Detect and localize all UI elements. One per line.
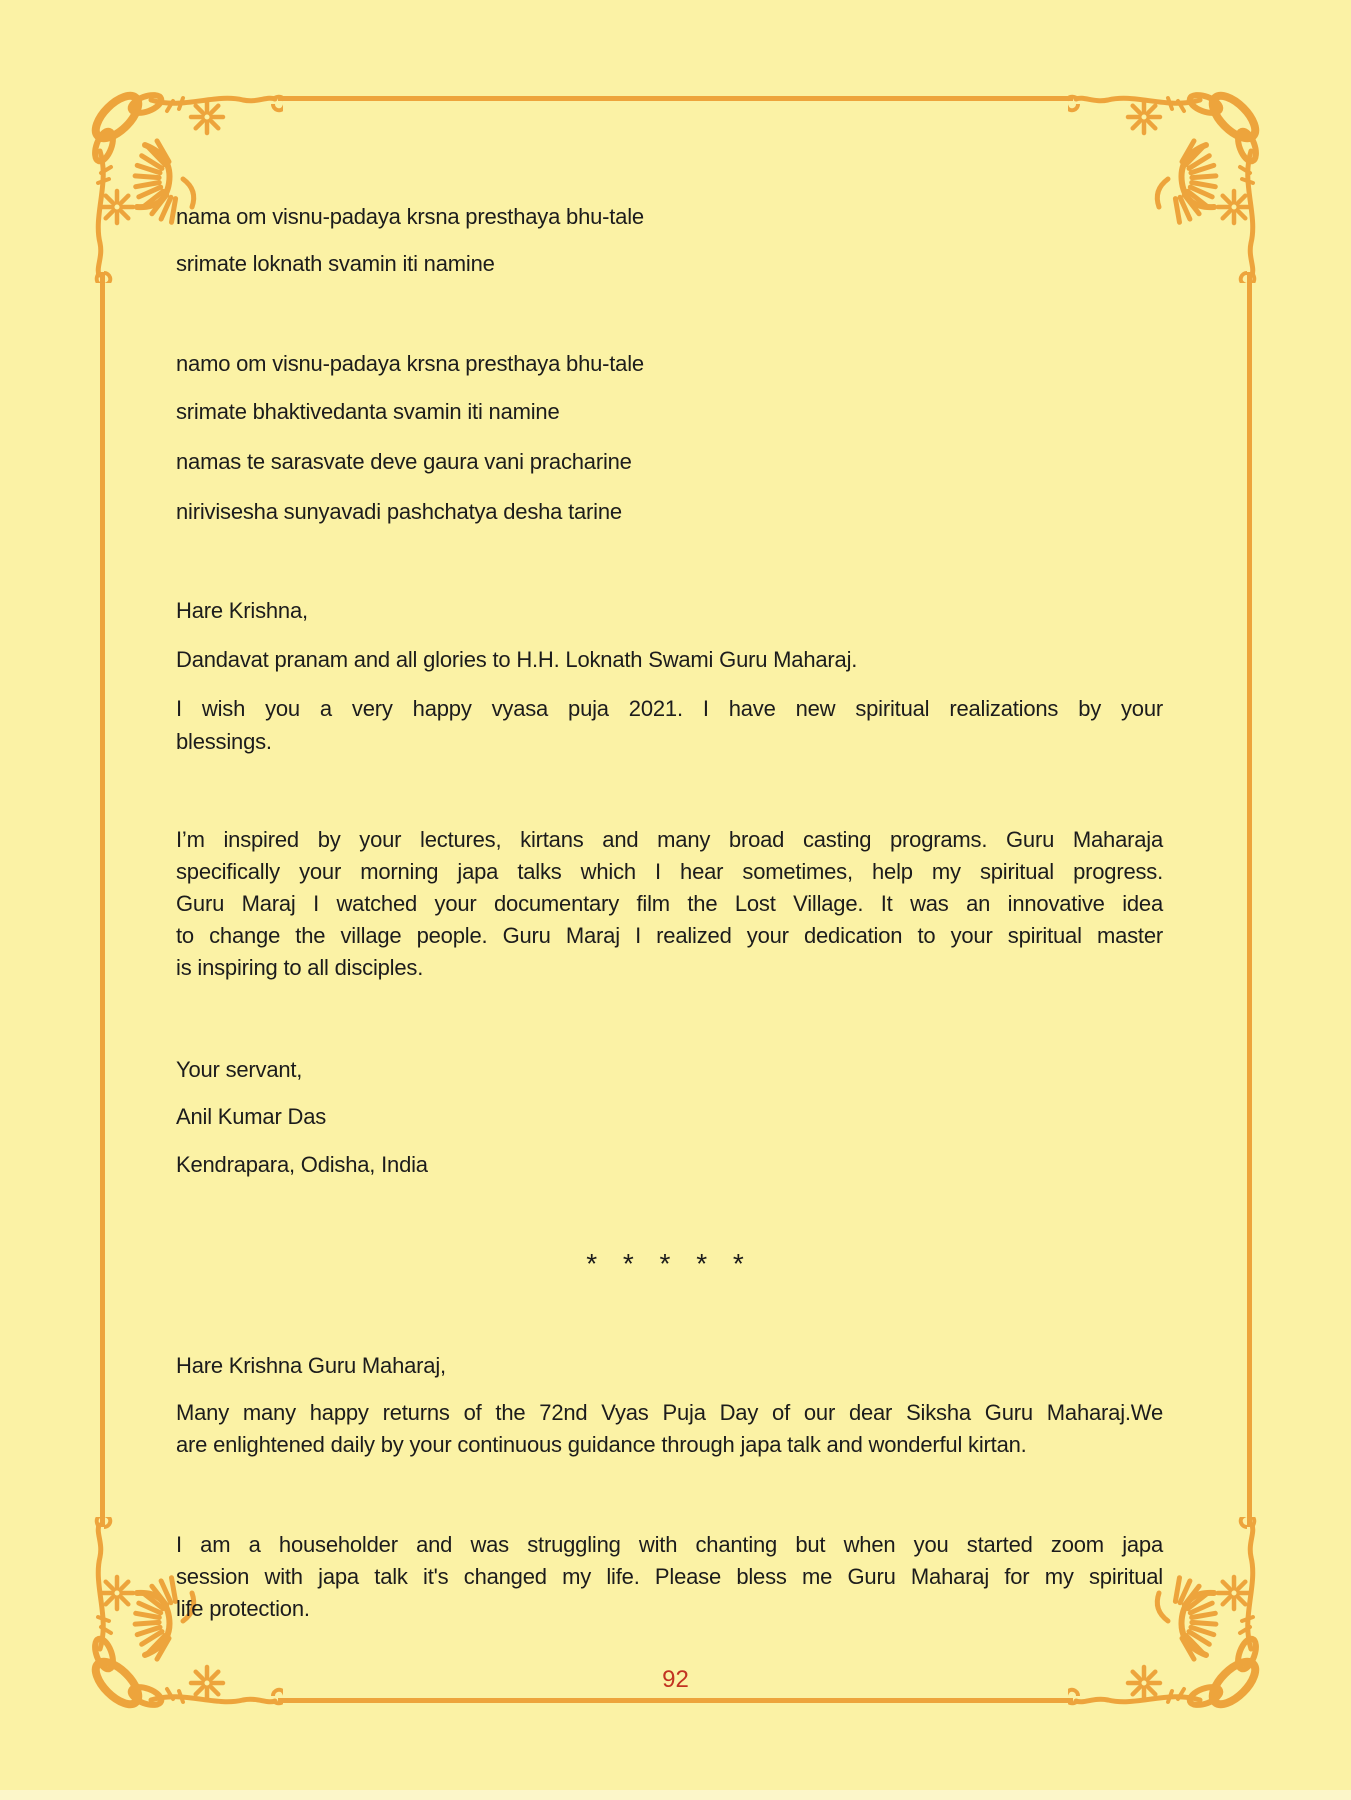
text-line: blessings.	[176, 729, 272, 754]
verse-line: srimate loknath svamin iti namine	[176, 251, 495, 276]
text-line: are enlightened daily by your continuous guidance through japa talk and wonderful kirtan.	[176, 1432, 1027, 1457]
text-line: life protection.	[176, 1596, 310, 1621]
text-line: I am a householder and was struggling with chanting but when you started zoom japa	[176, 1532, 1163, 1557]
text-line: I wish you a very happy vyasa puja 2021. I have new spiritual realizations by your	[176, 696, 1163, 721]
paragraph-returns	[176, 1397, 1163, 1461]
verse-line: namo om visnu-padaya krsna presthaya bhu-tale	[176, 351, 644, 376]
salutation: Hare Krishna Guru Maharaj,	[176, 1353, 446, 1378]
frame-line-left	[100, 272, 105, 1527]
paragraph-inspired	[176, 824, 1163, 984]
frame-line-top	[278, 96, 1073, 101]
signature-name: Anil Kumar Das	[176, 1104, 327, 1129]
text-line: Many many happy returns of the 72nd Vyas Puja Day of our dear Siksha Guru Maharaj.We	[176, 1400, 1163, 1425]
page-bottom-edge	[0, 1790, 1351, 1800]
verse-line: namas te sarasvate deve gaura vani pracharine	[176, 449, 632, 474]
paragraph-householder	[176, 1529, 1163, 1625]
verse-line: srimate bhaktivedanta svamin iti namine	[176, 399, 560, 424]
text-line: to change the village people. Guru Maraj I realized your dedication to your spiritual master	[176, 923, 1163, 948]
text-line: session with japa talk it's changed my life. Please bless me Guru Maharaj for my spiritual	[176, 1564, 1163, 1589]
text-line: I’m inspired by your lectures, kirtans and many broad casting programs. Guru Maharaja	[176, 827, 1163, 852]
paragraph-wish	[176, 692, 1163, 758]
star-separator: * * * * *	[586, 1248, 753, 1279]
text-line: specifically your morning japa talks which I hear sometimes, help my spiritual progress.	[176, 859, 1163, 884]
verse-line: nama om visnu-padaya krsna presthaya bhu-tale	[176, 204, 644, 229]
signature-place: Kendrapara, Odisha, India	[176, 1152, 428, 1177]
page-number: 92	[662, 1666, 689, 1693]
frame-line-right	[1247, 272, 1252, 1527]
salutation: Hare Krishna,	[176, 598, 308, 623]
closing-label: Your servant,	[176, 1057, 303, 1082]
text-line: is inspiring to all disciples.	[176, 955, 424, 980]
text-line: Guru Maraj I watched your documentary film the Lost Village. It was an innovative idea	[176, 891, 1163, 916]
frame-line-bottom	[278, 1698, 1073, 1703]
dandavat-line: Dandavat pranam and all glories to H.H. Loknath Swami Guru Maharaj.	[176, 647, 858, 672]
verse-line: nirivisesha sunyavadi pashchatya desha tarine	[176, 499, 622, 524]
